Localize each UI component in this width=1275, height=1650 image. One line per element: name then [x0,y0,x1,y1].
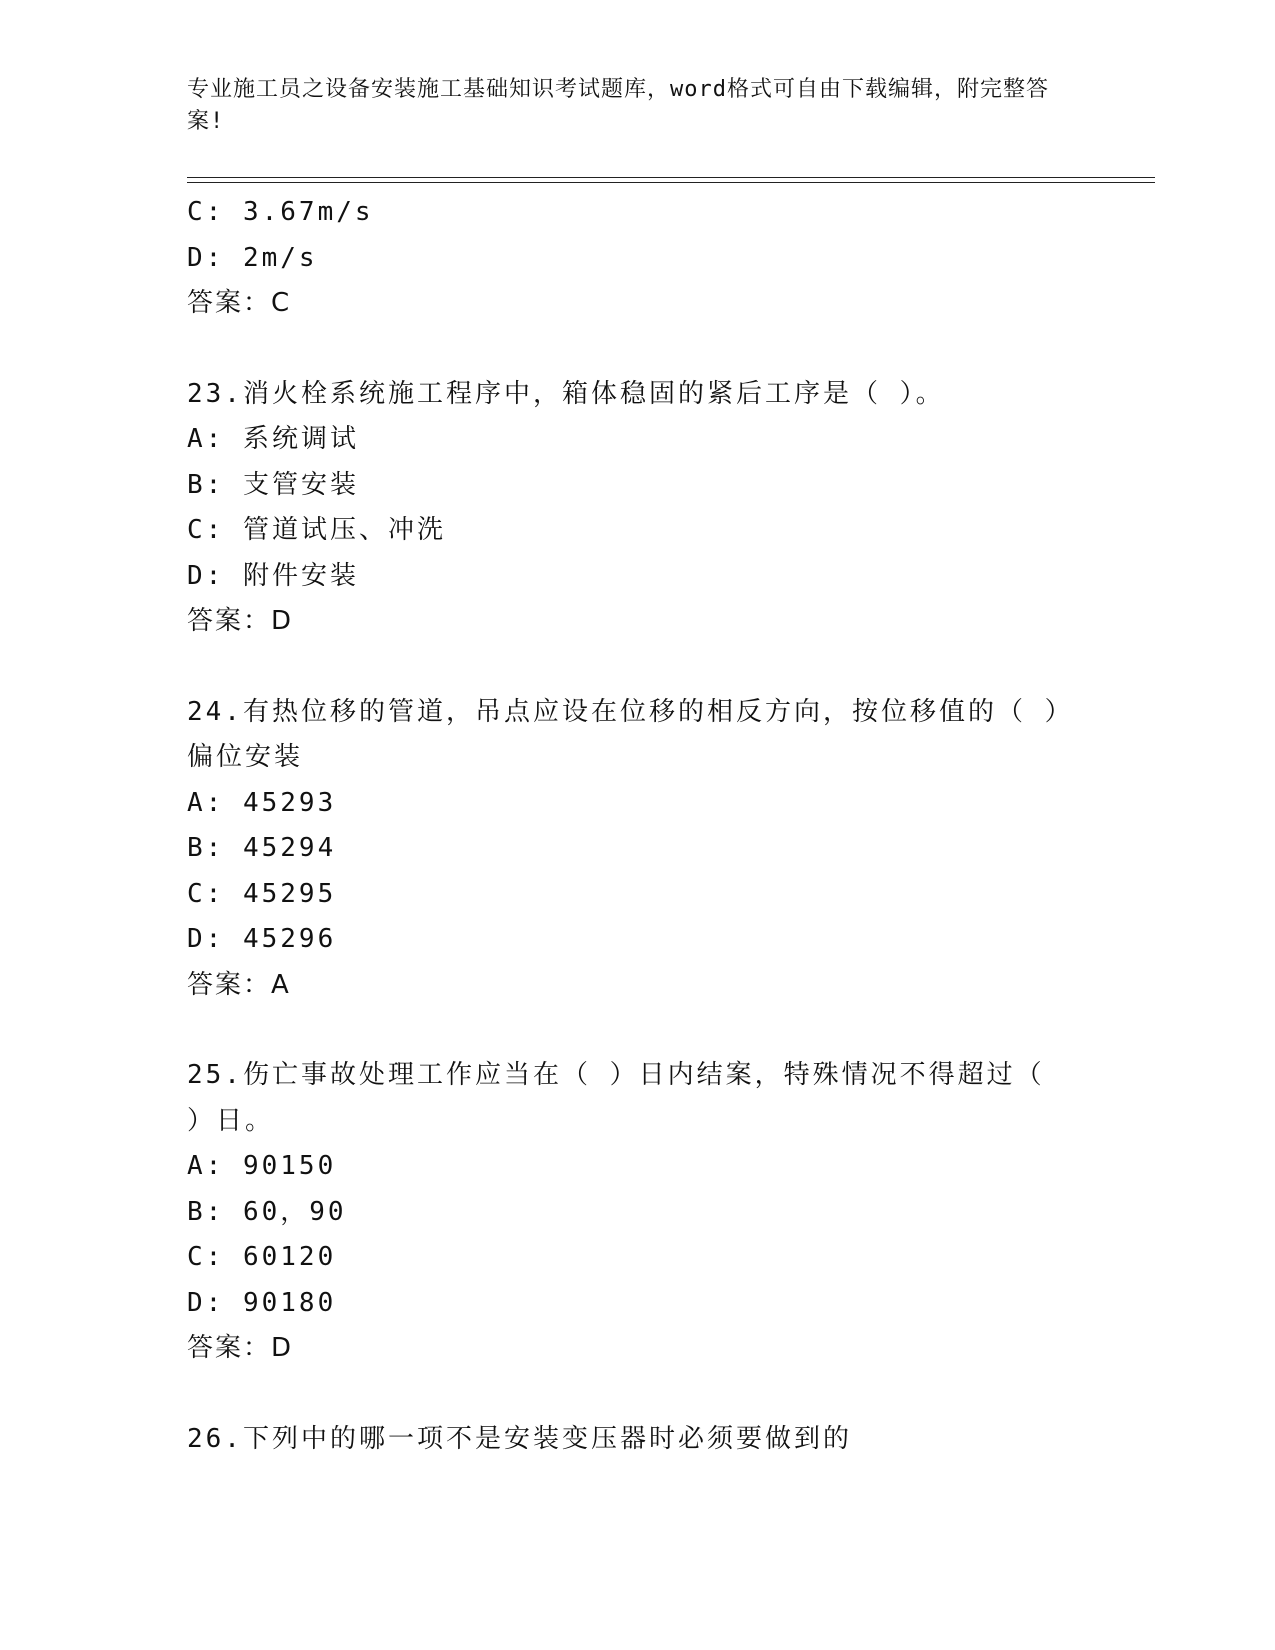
option-b: B: 支管安装 [187,469,359,500]
header-rule-bottom [187,182,1155,183]
question-25 [187,1053,1087,1372]
option-a: A: 系统调试 [187,424,359,454]
option-c: C: 45295 [187,878,337,909]
question-stem: 23.消火栓系统施工程序中，箱体稳固的紧后工序是（ ）。 [187,378,945,409]
question-stem: 26.下列中的哪一项不是安装变压器时必须要做到的 [187,1423,852,1454]
option-d: D: 90180 [187,1287,337,1318]
option-b: B: 60，90 [187,1196,347,1227]
question-26 [187,1417,1087,1463]
option-a: A: 45293 [187,787,337,818]
question-stem: 24.有热位移的管道，吊点应设在位移的相反方向，按位移值的（ ）偏位安装 [187,696,1061,772]
answer-line: 答案：D [187,606,294,636]
option-d: D: 45296 [187,924,337,954]
question-23 [187,372,1087,645]
question-stem: 25.伤亡事故处理工作应当在（ ）日内结案，特殊情况不得超过（ ）日。 [187,1060,1045,1136]
spacer [187,327,1087,372]
header-rule-top [187,177,1155,178]
document-header: 专业施工员之设备安装施工基础知识考试题库，word格式可自由下载编辑，附完整答案! [187,77,1049,134]
option-c: C: 管道试压、冲洗 [187,515,446,545]
spacer [187,645,1087,690]
option-d: D: 2m/s [187,242,318,273]
spacer [187,1372,1087,1417]
option-c: C: 3.67m/s [187,197,374,227]
spacer [187,1008,1087,1053]
answer-line: 答案：D [187,1333,294,1363]
option-a: A: 90150 [187,1151,337,1181]
answer-line: 答案：C [187,288,292,318]
option-b: B: 45294 [187,833,337,863]
question-24 [187,690,1087,1009]
answer-line: 答案：A [187,969,291,1000]
document-content [187,190,1087,1462]
question-22-partial [187,190,1087,327]
option-d: D: 附件安装 [187,560,359,591]
option-c: C: 60120 [187,1242,337,1272]
